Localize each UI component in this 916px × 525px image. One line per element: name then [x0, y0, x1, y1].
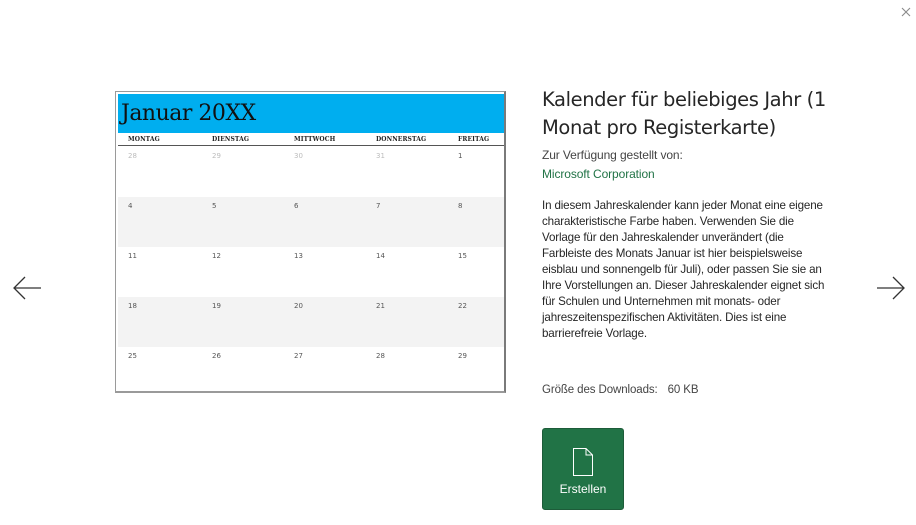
calendar-date: 30 — [294, 152, 303, 160]
weekday-label: DIENSTAG — [212, 136, 250, 143]
calendar-date: 28 — [128, 152, 137, 160]
calendar-date: 14 — [376, 252, 385, 260]
calendar-date: 4 — [128, 202, 133, 210]
template-preview — [115, 91, 506, 393]
calendar-date: 20 — [294, 302, 303, 310]
weekday-label: MONTAG — [128, 136, 160, 143]
calendar-header-bar — [118, 94, 504, 133]
previous-template-button[interactable] — [11, 272, 43, 304]
create-button[interactable] — [542, 428, 624, 510]
calendar-date: 15 — [458, 252, 467, 260]
calendar-date: 31 — [376, 152, 385, 160]
calendar-date: 27 — [294, 352, 303, 360]
close-icon — [898, 4, 914, 20]
provider-name: Microsoft Corporation — [542, 167, 655, 181]
calendar-week-row — [118, 247, 504, 297]
calendar-date: 13 — [294, 252, 303, 260]
calendar-week-row — [118, 347, 504, 393]
next-template-button[interactable] — [875, 272, 907, 304]
weekday-label: MITTWOCH — [294, 136, 336, 143]
calendar-month-title: Januar 20XX — [121, 101, 256, 126]
calendar-date: 7 — [376, 202, 381, 210]
download-size-info — [542, 384, 698, 396]
calendar-week-row — [118, 197, 504, 247]
calendar-date: 8 — [458, 202, 463, 210]
calendar-date: 29 — [458, 352, 467, 360]
calendar-grid — [118, 147, 504, 393]
template-details — [542, 86, 832, 342]
calendar-date: 22 — [458, 302, 467, 310]
calendar-date: 19 — [212, 302, 221, 310]
calendar-date: 29 — [212, 152, 221, 160]
document-icon — [571, 447, 595, 477]
calendar-date: 25 — [128, 352, 137, 360]
calendar-week-row — [118, 297, 504, 347]
calendar-date: 28 — [376, 352, 385, 360]
calendar-date: 12 — [212, 252, 221, 260]
arrow-right-icon — [875, 272, 907, 304]
download-size-label: Größe des Downloads: — [542, 384, 658, 396]
weekday-label: FREITAG — [458, 136, 490, 143]
calendar-date: 18 — [128, 302, 137, 310]
download-size-value: 60 KB — [667, 384, 699, 396]
close-button[interactable] — [898, 4, 914, 20]
arrow-left-icon — [11, 272, 43, 304]
template-description: In diesem Jahreskalender kann jeder Monat eine eigene charakteristische Farbe haben. Verwenden Sie die Vorlage für den Jahreskalender unverändert (die Farbleiste des Monats Januar ist hier beispielsweise eisblau und sonnengelb für Juli), oder passen Sie sie an Ihre Vorstellungen an. Dieser Jahreskalender eignet sich für Schulen und Unternehmen mit monats- oder jahreszeitenspezifischen Aktivitäten. Dies ist eine barrierefreie Vorlage. — [542, 199, 825, 340]
provided-by-label: Zur Verfügung gestellt von: — [542, 148, 683, 162]
calendar-week-row — [118, 147, 504, 197]
calendar-weekday-header — [118, 133, 504, 146]
calendar-date: 21 — [376, 302, 385, 310]
calendar-date: 6 — [294, 202, 299, 210]
template-title: Kalender für beliebiges Jahr (1 Monat pro Registerkarte) — [542, 88, 826, 139]
weekday-label: DONNERSTAG — [376, 136, 427, 143]
calendar-date: 26 — [212, 352, 221, 360]
calendar-date: 11 — [128, 252, 137, 260]
calendar-date: 5 — [212, 202, 217, 210]
calendar-date: 1 — [458, 152, 463, 160]
create-button-label: Erstellen — [559, 482, 607, 496]
